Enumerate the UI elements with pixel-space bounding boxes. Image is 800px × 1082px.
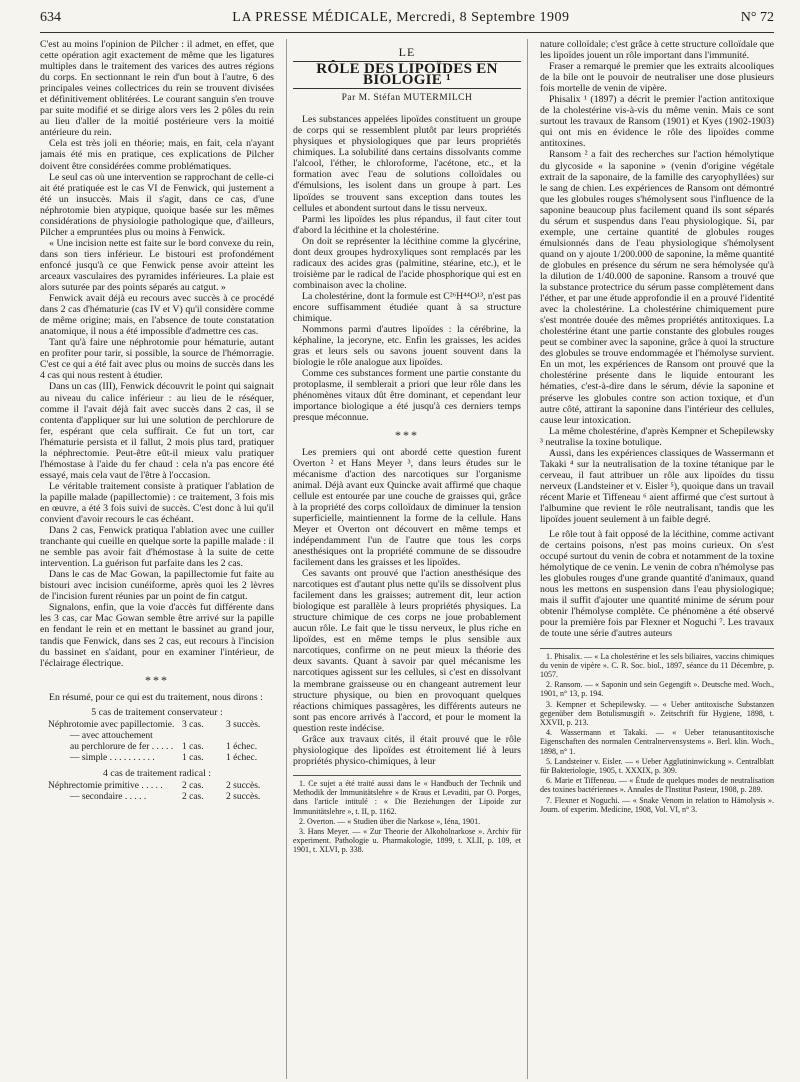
stat-result [226,731,274,742]
footnote: 3. Kempner et Schepilewsky. — « Ueber antitoxische Substanzen gegenüber dem Botulismusgift ». Zeitschrift für Hygiene, 1898, t. XXVII, p. 213. [540,699,774,727]
stat-count: 1 cas. [182,752,204,763]
footnotes [293,775,521,855]
paragraph: nature colloïdale; c'est grâce à cette structure colloïdale que les lipoïdes jouent un rôle important dans l'immunité. [540,39,774,62]
paragraph: La même cholestérine, d'après Kempner et Schepilewsky ³ neutralise la toxine botulique. [540,425,774,448]
paragraph: Phisalix ¹ (1897) a décrit le premier l'action antitoxique de la cholestérine vis-à-vis du même venin. Mais ce sont surtout les travaux de Ransom (1901) et Kyes (1902-1903) qui ont mis en évidence le rôle des lipoïdes comme antitoxines. [540,94,774,150]
issue-number: N° 72 [740,10,774,25]
stat-count: 2 cas. [182,781,204,792]
stat-result: 1 échec. [226,752,258,763]
paragraph: Le rôle tout à fait opposé de la lécithine, comme activant de certains poisons, n'est pas moins curieux. On s'est occupé surtout du venin de cobra et notamment de la toxine hémolytique de ce venin. Le venin de cobra n'hémolyse pas les globules rouges d'une grande quantité d'animaux, quand nous les mettons en suspension dans l'eau physiologique; mais il suffit d'ajouter une quantité minime de sérum pour obtenir l'hémolyse complète. Ce phénomène a été observé pour la première fois par Flexner et Noguchi ⁷. Les travaux de toute une série d'autres auteurs [540,529,774,640]
footnote: 1. Ce sujet a été traité aussi dans le « Handbuch der Technik und Methodik der Immunitätslehre » de Kraus et Levaditi, par O. Porges, dans l'article intitulé : « Die Beziehungen der Lipoide zur Immunitätslehre », t. II, p. 1162. [293,778,521,816]
stat-label: — secondaire . . . . . [70,792,147,803]
paragraph: Les premiers qui ont abordé cette question furent Overton ² et Hans Meyer ³, dans leurs études sur le mécanisme d'action des narcotiques sur l'organisme animal. Déjà avant eux Quincke avait affirmé que chaque cellule est entourée par une couche de graisses qui, grâce à la propriété des corps colloïdaux de diminuer la tension superficielle, maintiennent la forme de la cellule. Hans Meyer et Overton ont découvert en même temps et indépendamment l'un de l'autre que tous les corps anesthésiques ont la propriété commune de se dissoudre facilement dans les graisses et les lipoïdes. [293,446,521,569]
stat-label: — avec attouchement [70,730,153,741]
left-column [40,39,274,1079]
stat-row [40,792,274,803]
stat-row [40,781,274,792]
paragraph: Le seul cas où une intervention se rapprochant de celle-ci ait été pratiquée est le cas VI de Fenwick, qui justement a été un insuccès. Mais il s'agit, dans ce cas, d'une néphrotomie bien atypique, quoique basée sur les mêmes considérations de physiologie pathologique que, d'ailleurs, Pilcher a empruntées plus ou moins à Fenwick. [40,171,274,238]
stat-result: 3 succès. [226,719,261,730]
paragraph: Dans 2 cas, Fenwick pratiqua l'ablation avec une cuiller tranchante qui cueille en quelque sorte la papille malade : il ne semble pas avoir fait d'hémostase à la suite de cette intervention. La guérison fut parfaite dans les 2 cas. [40,525,274,570]
title-article-word: LE [398,45,416,59]
paragraph: Aussi, dans les expériences classiques de Wassermann et Takaki ⁴ sur la neutralisation de la toxine tétanique par le cerveau, il faut attribuer un rôle aux lipoïdes du tissu nerveux (Landsteiner et v. Eisler ⁵), quoique dans un travail récent Marie et Tiffeneau ⁶ aient affirmé que c'est surtout à l'albumine que revient le rôle neutralisant, tandis que les lipoïdes jouent seulement à un faible degré. [540,447,774,526]
stat-row [40,753,274,764]
stat-label: Néphrotomie avec papillectomie. [48,719,175,730]
paragraph: Nommons parmi d'autres lipoïdes : la cérébrine, la képhaline, la jecoryne, etc. Enfin les graisses, les acides gras et leurs sels ou savons jouent souvent dans la biologie le rôle analogue aux lipoïdes. [293,324,521,369]
paragraph: La cholestérine, dont la formule est C²⁶H⁴⁴O¹³, n'est pas encore suffisamment étudiée quant à sa structure chimique. [293,290,521,325]
article-title: RÔLE DES LIPOÏDES EN BIOLOGIE ¹ [293,61,521,89]
section-separator: *** [145,672,169,687]
footnote: 2. Overton. — « Studien über die Narkose », Iéna, 1901. [299,816,481,826]
article-title-block [293,47,521,104]
stat-count: 2 cas. [182,792,204,803]
paragraph: Signalons, enfin, que la voie d'accès fut différente dans les 3 cas, car Mac Gowan semble être arrivé sur la papille en fendant le rein et en mettant le bassinet au grand jour, tandis que Fenwick, dans ses 2 cas, eut recours à l'incision du bassinet en s'aidant, pour en examiner l'intérieur, de l'éclairage électrique. [40,602,274,669]
paragraph: Grâce aux travaux cités, il était prouvé que le rôle physiologique des lipoïdes est étroitement lié à leurs propriétés physico-chimiques, à leur [293,733,521,767]
radical-title: 4 cas de traitement radical : [103,768,211,779]
footnote: 6. Marie et Tiffeneau. — « Étude de quelques modes de neutralisation des toxines bactériennes ». Annales de l'Institut Pasteur, 1908, p. 289. [540,776,774,795]
stat-result: 1 échec. [226,741,258,752]
footnote: 4. Wassermann et Takaki. — « Ueber tetanusantitoxische Eigenschaften des normalen Centralnervensystems ». Berl. klin. Woch., 1898, n° 1. [540,728,774,756]
stat-label: Néphrectomie primitive . . . . . [48,781,163,792]
stat-row [40,720,274,731]
paragraph: Ces savants ont prouvé que l'action anesthésique des narcotiques est d'autant plus nette qu'ils se dissolvent plus facilement dans les graisses; autrement dit, leur action biologique est parallèle à leurs propriétés physiques. La structure chimique de ces corps ne joue probablement aucun rôle. Le fait que le tissu nerveux, le plus riche en lipoïdes, est en même temps le plus sensible aux narcotiques, confirme on ne peut mieux la théorie des deux savants. Quant à savoir par quel mécanisme les narcotiques agissent sur les cellules, si c'est en dissolvant la membrane graisseuse ou en changeant autrement leur structure physique, ou bien en provoquant quelques réactions chimiques passagères, les différents auteurs ne sont pas encore arrivés à l'accord, et pour le moment la question reste indécise. [293,568,521,734]
footnote: 2. Ransom. — « Saponin und sein Gegengift ». Deutsche med. Woch., 1901, n° 13, p. 194. [540,680,774,699]
stat-count: 3 cas. [182,719,204,730]
paragraph: Ransom ² a fait des recherches sur l'action hémolytique du glycoside « la saponine » (venin d'origine végétale extrait de la saponaire, de la famille des caryophyllées) sur le sang de chien. Les expériences de Ransom ont démontré que les globules rouges s'hémolysent sous l'influence de la saponine beaucoup plus facilement quand ils sont séparés du sérum et suspendus dans l'eau physiologique. Si, par exemple, une certaine quantité de globules rouges émulsionnés dans de l'eau physiologique s'hémolysent quand on y ajoute 1/200.000 de saponine, la même quantité de globules en présence du sérum ne sera hémolysée qu'à la dilution de 1/40.000 de saponine. Ransom a trouvé que la substance protectrice du sérum passe complètement dans l'éther, et par une étude approfondie il en a prouvé l'identité avec la cholestérine. La cholestérine chimiquement pure s'est montrée douée des mêmes propriétés antitoxiques. La cholestérine étant une partie constante des globules rouges peut se combiner avec la saponine, grâce à quoi la structure des globules se trouve endommagée et l'hémolyse survient. En un mot, les expériences de Ransom ont prouvé que la cholestérine présente dans le liquide entourant les hématies, c'est-à-dire dans le sérum, dévie la saponine et préserve les globules contre son action toxique, et d'un autre côté, attirant la saponine dans l'intérieur des cellules, cause leur intoxication. [540,149,774,426]
footnote: 3. Hans Meyer. — « Zur Theorie der Alkoholnarkose ». Archiv für experiment. Pathologie u. Pharmakologie, 1899, t. XLII, p. 109, et 1901, t. XLVI, p. 338. [293,826,521,855]
summary-intro: En résumé, pour ce qui est du traitement, nous dirons : [49,691,263,703]
author-line: Par M. Stéfan MUTERMILCH [341,93,473,104]
stat-label: — simple . . . . . . . . . . [70,752,155,763]
paragraph: « Une incision nette est faite sur le bord convexe du rein, dans son tiers inférieur. Le bistouri est profondément enfoncé jusqu'à ce que Fenwick pense avoir atteint les arceaux vasculaires des pyramides inférieures. La plaie est alors suturée par des points séparés au catgut. » [40,237,274,294]
right-column [540,39,774,1079]
stat-label: au perchlorure de fer . . . . . [70,741,174,752]
footnote: 5. Landsteiner v. Eisler. — « Ueber Agglutininwickung ». Centralblatt für Bakteriologie, 1905, t. XXXIX, p. 309. [540,756,774,775]
stat-count: 1 cas. [182,741,204,752]
section-separator: *** [395,427,419,442]
middle-column [286,39,528,1079]
paragraph: Dans le cas de Mac Gowan, la papillectomie fut faite au bistouri avec incision cunéiforme, après quoi les 2 lèvres de l'incision furent réunies par un point de fin catgut. [40,569,274,603]
paragraph: Parmi les lipoïdes les plus répandus, il faut citer tout d'abord la lécithine et la cholestérine. [293,213,521,236]
footnote: 1. Phisalix. — « La cholestérine et les sels biliaires, vaccins chimiques du venin de vipère ». C. R. Soc. biol., 1897, séance du 11 Décembre, p. 1057. [540,651,774,679]
paragraph: Les substances appelées lipoïdes constituent un groupe de corps qui se ressemblent plutôt par leurs propriétés physiques et physiologiques que par leurs propriétés chimiques. La solubilité dans certains dissolvants comme l'alcool, l'éther, le chloroforme, l'acétone, etc., et la formation avec l'eau de solutions colloïdales ou d'émulsions, les isolent dans un groupe à part. Les lipoïdes se trouvent sans exception dans toutes les cellules et abondent surtout dans le tissu nerveux. [293,114,521,214]
paragraph: On doit se représenter la lécithine comme la glycérine, dont deux groupes hydroxyliques sont remplacés par les radicaux des acides gras (palmitine, stéarine, etc.), et le troisième par le radical de l'acide phosphorique qui est en combinaison avec la choline. [293,235,521,291]
running-header [40,10,774,33]
conservative-title: 5 cas de traitement conservateur : [91,706,223,718]
page-number: 634 [40,10,61,25]
paragraph: Le véritable traitement consiste à pratiquer l'ablation de la papille malade (papillectomie) : ce traitement, 3 fois mis en œuvre, a été 3 fois suivi de succès. C'est donc à lui qu'il convient d'avoir recours le cas échéant. [40,480,274,526]
stat-result: 2 succès. [226,781,261,792]
paragraph: Fraser a remarqué le premier que les extraits alcooliques de la bile ont le pouvoir de neutraliser une dose plusieurs fois mortelle de venin de vipère. [540,61,774,95]
stat-row [40,742,274,753]
stat-count [182,731,226,742]
paragraph: Comme ces substances forment une partie constante du protoplasme, il semblerait a priori que leur rôle dans les phénomènes vitaux dût être dominant, et cependant leur importance biologique a été jusqu'à ces derniers temps presque méconnue. [293,368,521,424]
paragraph: Fenwick avait déjà eu recours avec succès à ce procédé dans 2 cas d'hématurie (cas IV et V) qu'il considère comme de même origine; mais, en l'absence de toute constatation anatomique, il nous a été impossible d'admettre ces cas. [40,293,274,338]
paragraph: Cela est très joli en théorie; mais, en fait, cela n'ayant jamais été mis en pratique, ces explications de Pilcher doivent être considérées comme problématiques. [40,138,274,172]
paragraph: Tant qu'à faire une néphrotomie pour hématurie, autant en profiter pour tarir, si possible, la source de l'hémorragie. C'est ce qui a été fait avec plus ou moins de succès dans les 4 cas qui nous restent à étudier. [40,337,274,382]
stat-result: 2 succès. [226,792,261,803]
stat-row [40,731,274,742]
paragraph: C'est au moins l'opinion de Pilcher : il admet, en effet, que cette opération agit exactement de même que les ligatures multiples dans le traitement des varices des autres régions du corps. En sectionnant le rein d'un bout à l'autre, 6 des principales veines collectrices du rein se trouvent divisées et définitivement oblitérées. Le courant sanguin s'en trouve par suite modifié et se dirige alors vers les 2 pôles du rein au lieu d'aller de la moitié postérieure vers la moitié antérieure du rein. [40,39,274,139]
footnote: 7. Flexner et Noguchi. — « Snake Venom in relation to Hämolysis ». Journ. of experim. Medicine, 1908, Vol. VI, n° 3. [540,795,774,814]
footnotes [540,648,774,814]
journal-title: LA PRESSE MÉDICALE, Mercredi, 8 Septembre 1909 [232,10,570,25]
paragraph: Dans un cas (III), Fenwick découvrit le point qui saignait au niveau du calice inférieur : au lieu de le réséquer, comme il l'avait déjà fait avec succès dans 2 cas, il se contenta d'appliquer sur lui une solution de perchlorure de fer, espérant que cela suffirait. Ce fut un tort, car l'hématurie persista et il fallut, 2 mois plus tard, pratiquer la néphrectomie. Peut-être eût-il mieux valu pratiquer l'hémostase à l'aide du fer chaud : cela n'a pas encore été essayé, mais cela vaut de l'être à l'occasion. [40,381,274,481]
